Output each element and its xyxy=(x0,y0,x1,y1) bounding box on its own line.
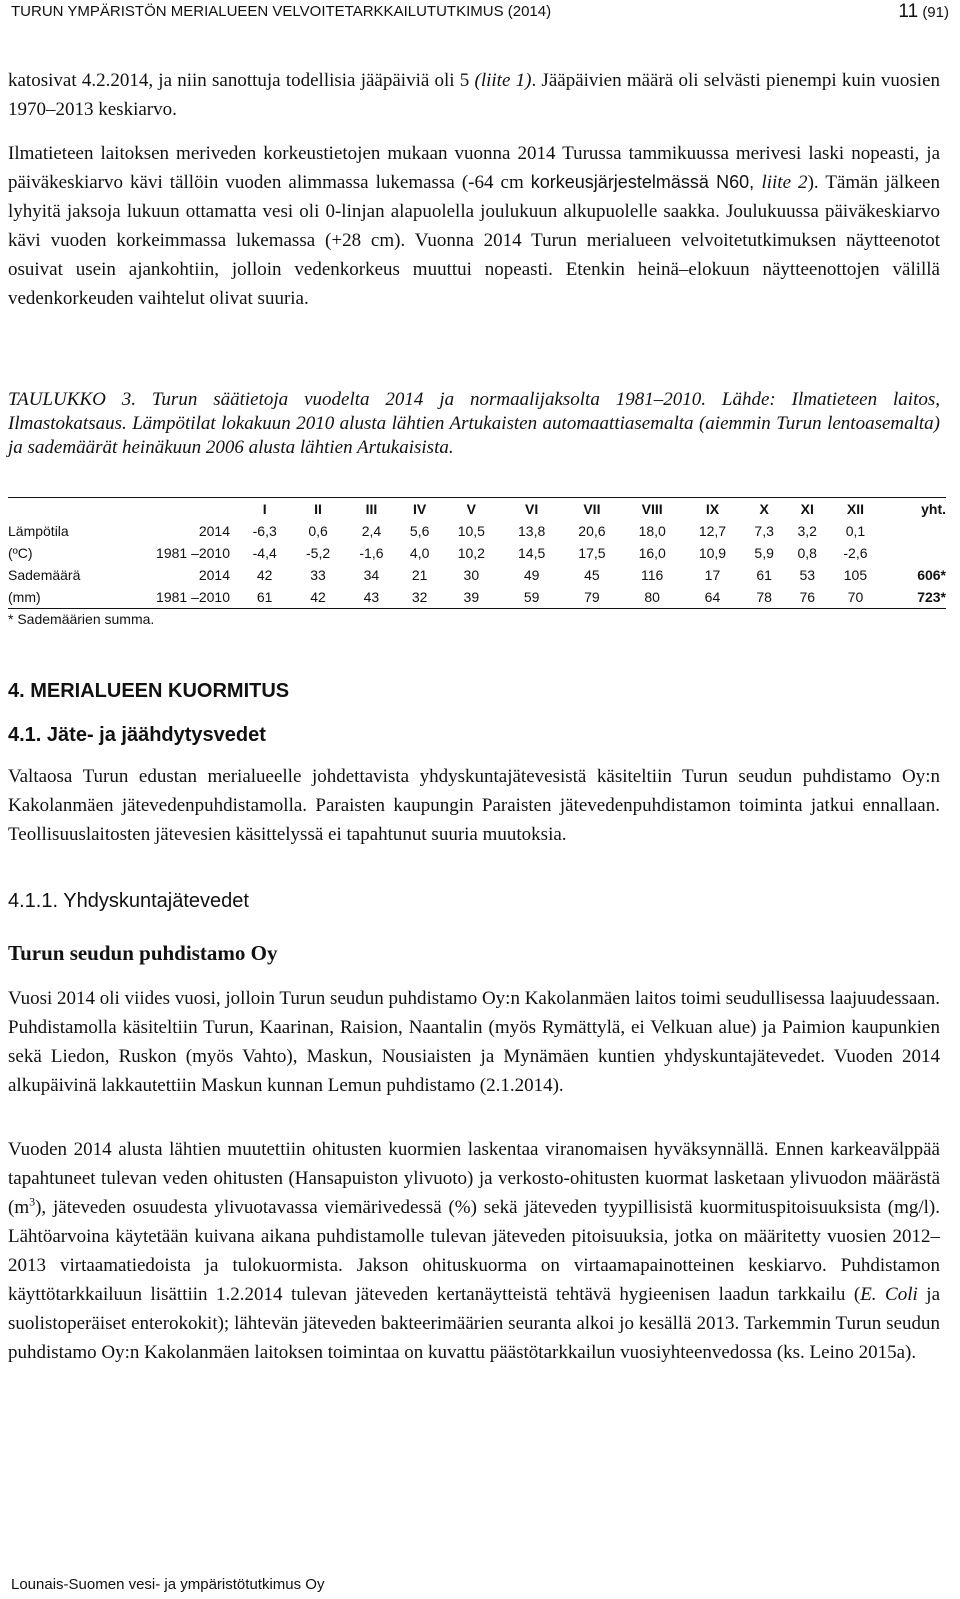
paragraph-sea-level xyxy=(8,139,940,313)
table-cell: 18,0 xyxy=(638,523,666,539)
table-cell: 1981 –2010 xyxy=(156,545,230,561)
para5-species: E. Coli xyxy=(860,1284,918,1305)
table-row xyxy=(8,564,946,586)
table-cell: (mm) xyxy=(8,586,104,609)
table-header-row xyxy=(8,498,946,521)
table-cell: 43 xyxy=(345,586,398,609)
table-header-month: X xyxy=(759,501,769,517)
page-number-current: 11 xyxy=(898,1,919,22)
table-cell: 59 xyxy=(501,586,561,609)
para1-ref: (liite 1) xyxy=(474,70,532,91)
table-header-month: III xyxy=(365,501,378,517)
table-cell: -6,3 xyxy=(252,523,277,539)
climate-table xyxy=(8,497,946,609)
table-cell xyxy=(882,542,946,564)
table-cell: 4,0 xyxy=(409,545,430,561)
para5-text-b: ), jäteveden osuudesta ylivuotavassa viemärivedessä (%) sekä jäteveden tyypillisistä kuormituspitoisuuksista (mg/l). Lähtöarvoina käytetään kuivana aikana puhdistamolle tulevan jäteveden pitoisuuksia, jotka on määritetty vuosien 2012–2013 virtaamatiedoista ja tulokuormista. Jakson ohituskuorma on virtaamapainotteinen keskiarvo. Puhdistamon käyttötarkkailuun lisättiin 1.2.2014 tulevan jäteveden kertanäytteistä tehtävä hygieenisen laadun tarkkailu ( xyxy=(8,1197,940,1305)
table-cell: 5,6 xyxy=(409,523,430,539)
table-cell: 5,9 xyxy=(754,545,774,561)
table-cell: 2014 xyxy=(198,567,230,583)
table-cell: (ºC) xyxy=(8,545,33,561)
table-cell: 10,9 xyxy=(698,545,727,561)
paragraph-wastewater-overview: Valtaosa Turun edustan merialueelle johdettavista yhdyskuntajätevesistä käsiteltiin Turun seudun puhdistamo Oy:n Kakolanmäen jätevedenpuhdistamolla. Paraisten kaupungin Paraisten jätevedenpuhdistamon toiminta jatkui ennallaan. Teollisuuslaitosten jätevesien käsittelyssä ei tapahtunut suuria muutoksia. xyxy=(8,766,940,845)
table-cell: 33 xyxy=(310,567,326,583)
table-cell: 13,8 xyxy=(518,523,546,539)
table-header-month: V xyxy=(466,501,477,517)
table-cell: 45 xyxy=(584,567,600,583)
para2-text-a: Ilmatieteen laitoksen meriveden korkeustietojen mukaan vuonna 2014 Turussa tammikuussa merivesi laski nopeasti, ja päiväkeskiarvo kävi tällöin vuoden alimmassa lukemassa (-64 cm xyxy=(8,143,940,193)
para5-text-c: ja suolistoperäiset enterokokit); lähtevän jäteveden bakteerimäärien seuranta alkoi jo kesällä 2013. Tarkemmin Turun seudun puhdistamo Oy:n Kakolanmäen laitoksen toimintaa on kuvattu päästötarkkailun vuosiyhteenvedossa (ks. Leino 2015a). xyxy=(8,1284,940,1363)
section-heading-4-1: 4.1. Jäte- ja jäähdytysvedet xyxy=(8,724,266,746)
table-cell: 2014 xyxy=(198,523,230,539)
table-cell: -1,6 xyxy=(359,545,384,561)
table-cell: 1981 –2010 xyxy=(104,586,238,609)
table-row xyxy=(8,542,946,564)
table-header-month: VII xyxy=(583,501,601,517)
table-header-month: IV xyxy=(413,501,427,517)
table-cell: -5,2 xyxy=(306,545,331,561)
table-cell: 0,6 xyxy=(308,523,328,539)
table-cell: -2,6 xyxy=(843,545,868,561)
table-cell: 14,5 xyxy=(518,545,546,561)
table-cell: 61 xyxy=(756,567,772,583)
table-row xyxy=(8,520,946,542)
table-cell: 20,6 xyxy=(578,523,606,539)
table-header-label xyxy=(8,498,104,521)
paragraph-bypass-loads xyxy=(8,1135,940,1367)
table-cell: 0,8 xyxy=(797,545,817,561)
table-header-month: XII xyxy=(846,501,865,517)
table-cell: 32 xyxy=(398,586,441,609)
page-number-total: (91) xyxy=(922,4,949,21)
table-cell: 64 xyxy=(682,586,742,609)
section-heading-4-1-1: 4.1.1. Yhdyskuntajätevedet xyxy=(8,890,249,912)
table-cell: 17 xyxy=(704,567,721,583)
table-cell: 105 xyxy=(843,567,868,583)
table-cell: 34 xyxy=(363,567,380,583)
table-cell: 606* xyxy=(917,567,946,583)
table-cell: 42 xyxy=(291,586,344,609)
table-cell: 76 xyxy=(786,586,829,609)
table-cell: 10,2 xyxy=(457,545,485,561)
running-footer: Lounais-Suomen vesi- ja ympäristötutkimus Oy xyxy=(11,1576,325,1593)
paragraph-ice-days xyxy=(8,66,940,124)
section-heading-4: 4. MERIALUEEN KUORMITUS xyxy=(8,680,290,702)
table-cell: 17,5 xyxy=(578,545,606,561)
company-heading: Turun seudun puhdistamo Oy xyxy=(8,941,278,965)
table-caption: TAULUKKO 3. Turun säätietoja vuodelta 2014 ja normaalijaksolta 1981–2010. Lähde: Ilmatieteen laitos, Ilmastokatsaus. Lämpötilat lokakuun 2010 alusta lähtien Artukaisten automaattiasemalta (aiemmin Turun lentoasemalta) ja sademäärät heinäkuun 2006 alusta lähtien Artukaisista. xyxy=(8,389,940,458)
table-cell: 2,4 xyxy=(361,523,382,539)
table-cell: 30 xyxy=(463,567,480,583)
table-cell xyxy=(882,520,946,542)
paragraph-plant-operation: Vuosi 2014 oli viides vuosi, jolloin Turun seudun puhdistamo Oy:n Kakolanmäen laitos toimi seudullisessa laajuudessaan. Puhdistamolla käsiteltiin Turun, Kaarinan, Raision, Naantalin (myös Rymättylä, ei Velkuan alue) ja Paimion kaupunkien sekä Liedon, Ruskon (myös Vahto), Maskun, Nousiaisten ja Mynämäen kuntien yhdyskuntajätevedet. Vuoden 2014 alkupäivinä lakkautettiin Maskun kunnan Lemun puhdistamo (2.1.2014). xyxy=(8,988,940,1096)
table-header-month: VIII xyxy=(641,501,663,517)
table-body xyxy=(8,520,946,609)
table-cell: 16,0 xyxy=(638,545,666,561)
page-number xyxy=(898,3,949,22)
table-cell: 49 xyxy=(523,567,540,583)
table-cell: 53 xyxy=(799,567,816,583)
table-cell: 78 xyxy=(743,586,786,609)
para5-text-a: Vuoden 2014 alusta lähtien muutettiin ohitusten kuormien laskentaa viranomaisen hyväksynnällä. Ennen karkeavälppää tapahtuneet tulevan veden ohitusten (Hansapuiston ylivuoto) ja verkosto-ohitusten kuormat lasketaan ylivuodon määrästä (m xyxy=(8,1139,940,1218)
table-row xyxy=(8,586,946,609)
para2-ref: liite 2 xyxy=(761,172,808,193)
table-cell: 61 xyxy=(238,586,291,609)
table-header-month: IX xyxy=(705,501,720,517)
table-cell: 70 xyxy=(829,586,882,609)
table-cell: 42 xyxy=(256,567,273,583)
table-header-month: I xyxy=(262,501,267,517)
table-header-month: II xyxy=(314,501,322,517)
table-note: * Sademäärien summa. xyxy=(8,611,155,627)
table-cell: 21 xyxy=(411,567,428,583)
table-header-month: VI xyxy=(525,501,539,517)
table-cell: Sademäärä xyxy=(8,567,81,583)
para2-text-b: ). Tämän jälkeen lyhyitä jaksoja lukuun ottamatta vesi oli 0-linjan alapuolella joulukuun alkupuolelle saakka. Joulukuussa päiväkeskiarvo kävi vuoden korkeimmassa lukemassa (+28 cm). Vuonna 2014 Turun merialueen velvoitetutkimuksen näytteenotot osuivat usein ajankohtiin, jolloin vedenkorkeus muuttui nopeasti. Etenkin heinä–elokuun näytteenottojen välillä vedenkorkeuden vaihtelut olivat suuria. xyxy=(8,172,940,309)
table-cell: 80 xyxy=(622,586,682,609)
para1-text-a: katosivat 4.2.2014, ja niin sanottuja todellisia jääpäiviä oli 5 xyxy=(8,70,475,91)
table-cell: 10,5 xyxy=(457,523,485,539)
table-cell: 79 xyxy=(562,586,622,609)
para2-system: korkeusjärjestelmässä N60, xyxy=(530,172,762,192)
table-header-total: yht. xyxy=(921,501,946,517)
table-cell: 723* xyxy=(882,586,946,609)
table-cell: 3,2 xyxy=(797,523,817,539)
header-title: TURUN YMPÄRISTÖN MERIALUEEN VELVOITETARKKAILUTUTKIMUS (2014) xyxy=(11,3,552,20)
table-cell: 116 xyxy=(641,567,664,583)
para1-text-b: . Jääpäivien määrä oli selvästi pienempi kuin vuosien 1970–2013 keskiarvo. xyxy=(8,70,940,120)
table-cell: 0,1 xyxy=(845,523,866,539)
table-cell: 12,7 xyxy=(698,523,727,539)
table-cell: Lämpötila xyxy=(8,523,69,539)
para5-superscript: 3 xyxy=(29,1194,36,1209)
table-cell: 39 xyxy=(441,586,501,609)
table-cell: 7,3 xyxy=(754,523,774,539)
table-cell: -4,4 xyxy=(252,545,277,561)
table-header-period xyxy=(104,498,238,521)
table-header-month: XI xyxy=(800,501,814,517)
